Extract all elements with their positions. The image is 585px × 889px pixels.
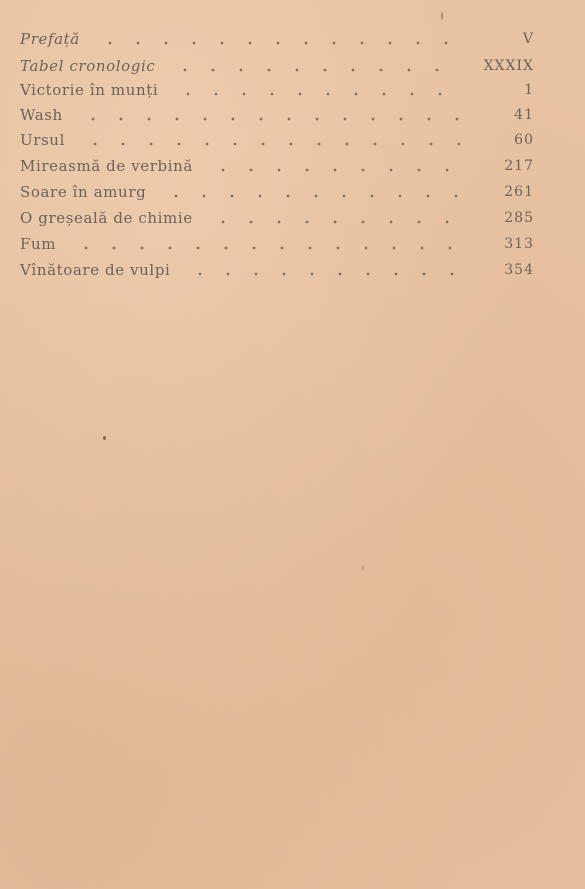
dot-leader <box>165 59 462 73</box>
toc-entry-fum <box>20 233 534 255</box>
dot-leader <box>203 211 462 225</box>
toc-entry-page: 41 <box>514 107 534 123</box>
toc-entry-page: 285 <box>504 210 534 226</box>
toc-entry-page: 354 <box>504 262 534 278</box>
dot-leader <box>168 83 462 97</box>
dot-leader <box>156 185 462 199</box>
toc-entry-tabel-cronologic <box>20 55 534 77</box>
toc-entry-title: Prefață <box>20 30 80 48</box>
toc-entry-title: Vînătoare de vulpi <box>20 261 171 279</box>
toc-entry-soare-in-amurg <box>20 181 534 203</box>
paper-speck <box>362 565 364 571</box>
toc-entry-title: Wash <box>20 106 63 124</box>
toc-entry-page: XXXIX <box>483 58 534 74</box>
toc-entry-page: 261 <box>504 184 534 200</box>
paper-speck <box>441 12 443 20</box>
toc-entry-vinatoare-de-vulpi <box>20 259 534 281</box>
toc-entry-page: 217 <box>504 158 534 174</box>
toc-entry-title: Mireasmă de verbină <box>20 157 193 175</box>
paper-speck <box>103 436 106 440</box>
toc-entry-title: O greșeală de chimie <box>20 209 193 227</box>
toc-entry-title: Tabel cronologic <box>20 57 156 75</box>
dot-leader <box>90 32 462 46</box>
dot-leader <box>73 108 462 122</box>
toc-entry-title: Soare în amurg <box>20 183 147 201</box>
toc-entry-ursul <box>20 129 534 151</box>
dot-leader <box>203 159 462 173</box>
toc-entry-page: 60 <box>514 132 534 148</box>
toc-entry-page: V <box>522 31 534 47</box>
toc-entry-title: Fum <box>20 235 57 253</box>
dot-leader <box>75 133 462 147</box>
dot-leader <box>180 263 462 277</box>
toc-entry-mireasma-de-verbina <box>20 155 534 177</box>
dot-leader <box>66 237 462 251</box>
toc-entry-page: 1 <box>524 82 534 98</box>
toc-entry-wash <box>20 104 534 126</box>
toc-entry-prefata <box>20 28 534 50</box>
toc-entry-page: 313 <box>504 236 534 252</box>
toc-entry-victorie-in-munti <box>20 79 534 101</box>
toc-entry-title: Ursul <box>20 131 65 149</box>
toc-entry-title: Victorie în munți <box>20 81 159 99</box>
toc-entry-o-greseala-de-chimie <box>20 207 534 229</box>
